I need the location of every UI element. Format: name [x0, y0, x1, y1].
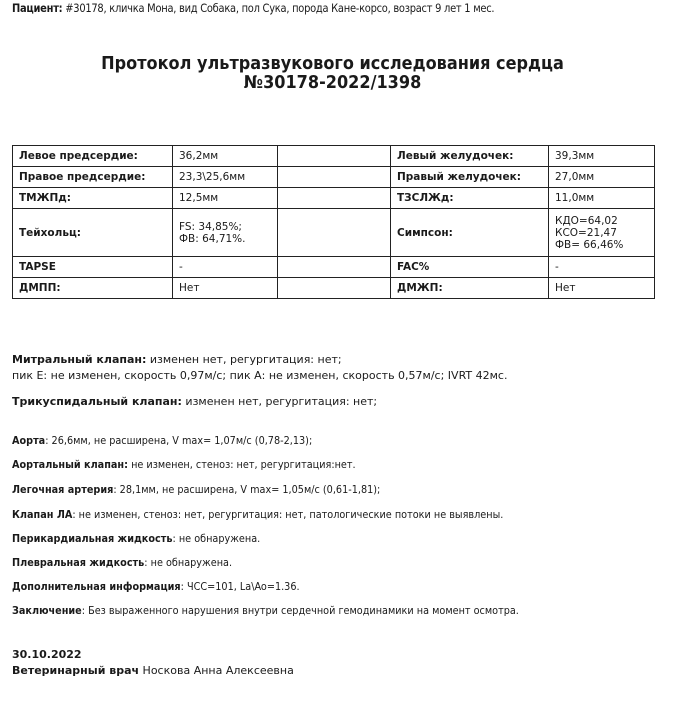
patient-label: Пациент:	[12, 1, 63, 15]
title-line-1: Протокол ультразвукового исследования сердца	[101, 54, 564, 74]
finding-text: изменен нет, регургитация: нет;	[181, 395, 378, 408]
cell-label: Левый желудочек:	[391, 146, 549, 167]
cell-label: Правый желудочек:	[391, 167, 549, 188]
cell-label: ДМПП:	[13, 278, 173, 299]
cell-value: 12,5мм	[173, 188, 278, 209]
cell-value: -	[549, 257, 655, 278]
finding-mitral	[12, 352, 507, 384]
finding-additional	[12, 579, 300, 595]
table-row	[13, 146, 655, 167]
table-row	[13, 257, 655, 278]
finding-aorta	[12, 433, 312, 449]
cell-value: 39,3мм	[549, 146, 655, 167]
cell-label: ТЗСЛЖд:	[391, 188, 549, 209]
finding-text: изменен нет, регургитация: нет;	[146, 353, 342, 366]
finding-pleural	[12, 555, 232, 571]
finding-text: : ЧСС=101, La\Ao=1.36.	[180, 580, 300, 593]
doctor-name: Носкова Анна Алексеевна	[139, 664, 294, 677]
cell-label: FAC%	[391, 257, 549, 278]
cell-value: 36,2мм	[173, 146, 278, 167]
finding-pericardial	[12, 531, 260, 547]
cell-label: ТМЖПд:	[13, 188, 173, 209]
finding-text: : 26,6мм, не расширена, V max= 1,07м/с (0,78-2,13);	[45, 434, 313, 447]
patient-details: #30178, кличка Мона, вид Собака, пол Сука, порода Кане-корсо, возраст 9 лет 1 мес.	[62, 1, 495, 15]
finding-text: : не обнаружена.	[144, 556, 233, 569]
finding-label: Заключение	[12, 604, 82, 617]
finding-label: Клапан ЛА	[12, 508, 73, 521]
cell-empty	[278, 188, 391, 209]
cell-value: -	[173, 257, 278, 278]
cell-empty	[278, 278, 391, 299]
cell-value: 27,0мм	[549, 167, 655, 188]
finding-conclusion	[12, 603, 519, 619]
cell-label: Левое предсердие:	[13, 146, 173, 167]
finding-label: Аортальный клапан:	[12, 458, 128, 471]
cell-value	[549, 209, 655, 257]
cell-empty	[278, 167, 391, 188]
page-title	[27, 55, 639, 93]
teichholz-fs: FS: 34,85%;	[179, 220, 242, 233]
doctor-label: Ветеринарный врач	[12, 664, 140, 677]
table-row	[13, 167, 655, 188]
measurements-table	[12, 145, 655, 299]
cell-empty	[278, 257, 391, 278]
teichholz-ef: ФВ: 64,71%.	[179, 232, 246, 245]
title-line-2: №30178-2022/1398	[243, 73, 422, 93]
finding-pulmonary-artery	[12, 482, 380, 498]
simpson-esv: КСО=21,47	[555, 226, 617, 239]
finding-label: Плевральная жидкость	[12, 556, 145, 569]
finding-pulmonary-valve	[12, 507, 503, 523]
finding-text: : 28,1мм, не расширена, V max= 1,05м/с (0,61-1,81);	[113, 483, 381, 496]
finding-label: Трикуспидальный клапан:	[12, 395, 182, 408]
finding-text: : Без выраженного нарушения внутри сердечной гемодинамики на момент осмотра.	[81, 604, 519, 617]
finding-label: Аорта	[12, 434, 46, 447]
finding-text: : не обнаружена.	[172, 532, 261, 545]
finding-label: Легочная артерия	[12, 483, 114, 496]
cell-label: Симпсон:	[391, 209, 549, 257]
cell-empty	[278, 146, 391, 167]
cell-label: TAPSE	[13, 257, 173, 278]
signature-block	[12, 647, 294, 679]
cell-value: Нет	[549, 278, 655, 299]
finding-label: Перикардиальная жидкость	[12, 532, 173, 545]
finding-aortic-valve	[12, 457, 356, 473]
cell-label: Правое предсердие:	[13, 167, 173, 188]
cell-label: ДМЖП:	[391, 278, 549, 299]
simpson-edv: КДО=64,02	[555, 214, 618, 227]
cell-value: Нет	[173, 278, 278, 299]
finding-label: Дополнительная информация	[12, 580, 181, 593]
simpson-ef: ФВ= 66,46%	[555, 238, 624, 251]
cell-value: 23,3\25,6мм	[173, 167, 278, 188]
finding-label: Митральный клапан:	[12, 353, 147, 366]
table-row	[13, 278, 655, 299]
cell-value	[173, 209, 278, 257]
table-row	[13, 188, 655, 209]
finding-text: : не изменен, стеноз: нет, регургитация: нет, патологические потоки не выявлены.	[72, 508, 504, 521]
cell-value: 11,0мм	[549, 188, 655, 209]
finding-text-line2: пик Е: не изменен, скорость 0,97м/с; пик А: не изменен, скорость 0,57м/с; IVRT 42мс.	[12, 369, 508, 382]
table-row	[13, 209, 655, 257]
cell-empty	[278, 209, 391, 257]
cell-label: Тейхольц:	[13, 209, 173, 257]
finding-tricuspid	[12, 394, 377, 410]
report-date: 30.10.2022	[12, 648, 82, 661]
finding-text: не изменен, стеноз: нет, регургитация:нет.	[127, 458, 356, 471]
patient-info	[12, 1, 494, 15]
